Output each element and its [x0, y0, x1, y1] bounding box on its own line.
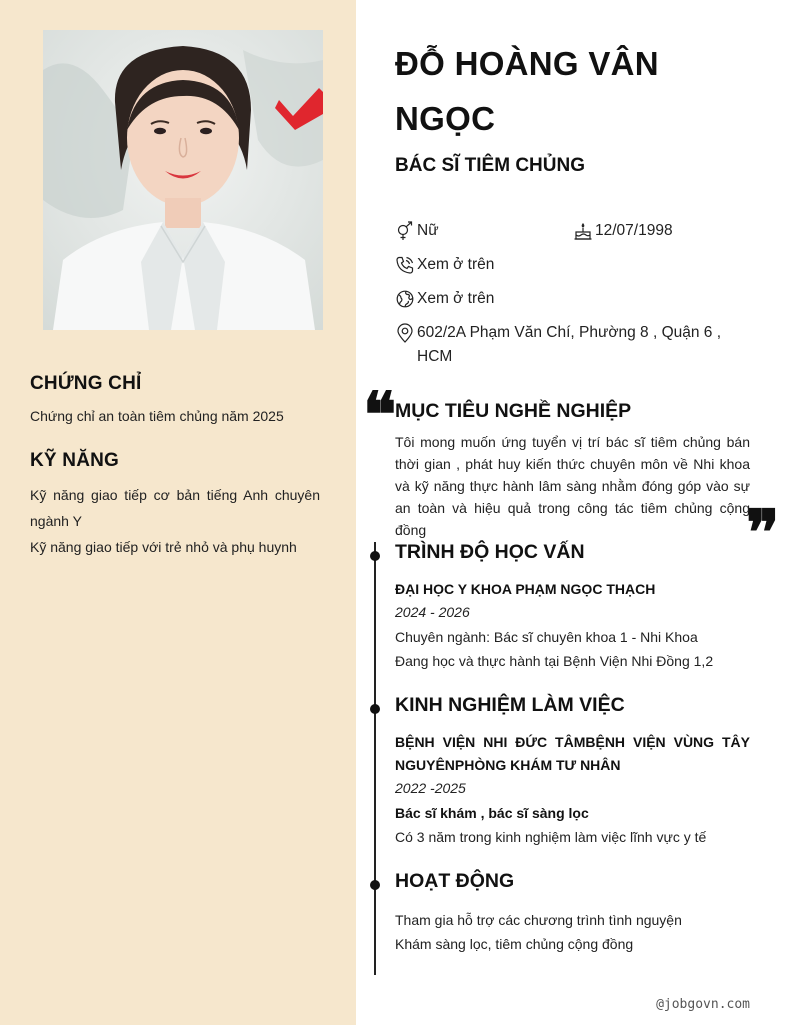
- close-quote-icon: ❞: [746, 496, 780, 569]
- skills-title: KỸ NĂNG: [30, 450, 120, 471]
- globe-icon: [395, 289, 415, 309]
- skill-item: Kỹ năng giao tiếp cơ bản tiếng Anh chuyên ngành Y: [30, 487, 320, 529]
- activities-title: HOẠT ĐỘNG: [395, 870, 515, 892]
- website-value: Xem ở trên: [417, 290, 495, 307]
- website-row: [395, 287, 494, 311]
- phone-icon: [395, 255, 415, 275]
- experience-company: BỆNH VIỆN NHI ĐỨC TÂMBỆNH VIỆN VÙNG TÂY NGUYÊNPHÒNG KHÁM TƯ NHÂN: [395, 734, 750, 773]
- job-title: BÁC SĨ TIÊM CHỦNG: [395, 155, 585, 176]
- experience-description: Có 3 năm trong kinh nghiệm làm việc lĩnh vực y tế: [395, 829, 707, 845]
- timeline-dot: [370, 551, 380, 561]
- activity-item: Khám sàng lọc, tiêm chủng cộng đồng: [395, 936, 634, 952]
- gender-row: [395, 219, 439, 243]
- birthday-value: 12/07/1998: [595, 222, 673, 239]
- timeline-dot: [370, 704, 380, 714]
- timeline-line: [374, 542, 376, 975]
- experience-period: 2022 -2025: [395, 780, 466, 796]
- objective-title: MỤC TIÊU NGHỀ NGHIỆP: [395, 400, 632, 422]
- candidate-name: ĐỖ HOÀNG VÂN NGỌC: [395, 45, 659, 137]
- experience-position: Bác sĩ khám , bác sĩ sàng lọc: [395, 805, 589, 821]
- certificate-item: Chứng chỉ an toàn tiêm chủng năm 2025: [30, 408, 284, 424]
- profile-photo: [43, 30, 323, 330]
- address-value: 602/2A Phạm Văn Chí, Phường 8 , Quận 6 , HCM: [417, 324, 722, 365]
- gender-value: Nữ: [417, 222, 439, 239]
- birthday-cake-icon: [573, 221, 593, 241]
- gender-icon: [395, 221, 415, 241]
- watermark: @jobgovn.com: [656, 997, 750, 1012]
- open-quote-icon: ❝: [363, 378, 397, 451]
- objective-text: Tôi mong muốn ứng tuyển vị trí bác sĩ tiêm chủng bán thời gian , phát huy kiến thức chuyên môn về Nhi khoa và kỹ năng thực hành lâm sàng nhằm đóng góp vào sự an toàn và hiệu quả trong công tác tiêm chủng cộng đồng: [395, 434, 750, 538]
- education-period: 2024 - 2026: [395, 604, 470, 620]
- activity-item: Tham gia hỗ trợ các chương trình tình nguyện: [395, 912, 682, 928]
- education-title: TRÌNH ĐỘ HỌC VẤN: [395, 541, 585, 563]
- timeline-dot: [370, 880, 380, 890]
- address-row: [395, 321, 735, 369]
- birthday-row: [573, 219, 673, 243]
- map-pin-icon: [395, 323, 415, 343]
- phone-value: Xem ở trên: [417, 256, 495, 273]
- education-school: ĐẠI HỌC Y KHOA PHẠM NGỌC THẠCH: [395, 581, 656, 597]
- skill-item: Kỹ năng giao tiếp với trẻ nhỏ và phụ huynh: [30, 539, 297, 555]
- phone-row: [395, 253, 494, 277]
- certificates-title: CHỨNG CHỈ: [30, 373, 142, 394]
- education-major: Chuyên ngành: Bác sĩ chuyên khoa 1 - Nhi Khoa: [395, 629, 698, 645]
- education-detail: Đang học và thực hành tại Bệnh Viện Nhi Đồng 1,2: [395, 653, 714, 669]
- experience-title: KINH NGHIỆM LÀM VIỆC: [395, 694, 625, 716]
